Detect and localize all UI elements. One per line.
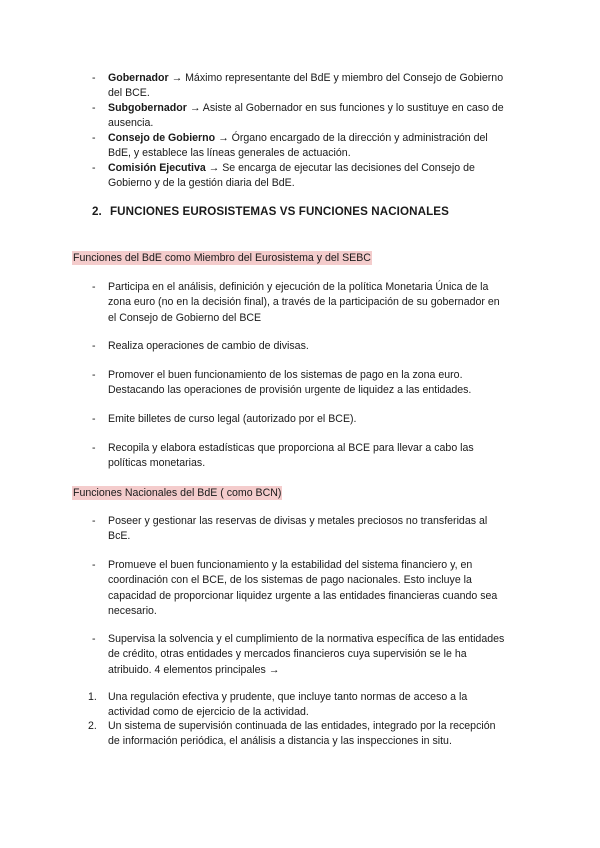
item-line: zona euro (no en la decisión final), a través de la participación de su gobernador en bbox=[108, 296, 500, 309]
item-line: capacidad de proporcionar liquidez urgente a las entidades financieras cuando sea bbox=[108, 589, 498, 602]
item-line: Recopila y elabora estadísticas que proporciona al BCE para llevar a cabo las bbox=[108, 442, 474, 454]
bullet-mark: - bbox=[92, 340, 96, 352]
item-line: Promueve el buen funcionamiento y la estabilidad del sistema financiero y, en bbox=[108, 559, 473, 571]
bullet-mark: - bbox=[92, 633, 96, 645]
item-line: políticas monetarias. bbox=[108, 457, 206, 470]
description: → Asiste al Gobernador en sus funciones y lo sustituye en caso de bbox=[186, 102, 504, 114]
bullet-mark: - bbox=[92, 515, 96, 527]
item-line: atribuido. 4 elementos principales → bbox=[108, 663, 280, 676]
item-line: BcE. bbox=[108, 530, 131, 543]
section-heading bbox=[92, 205, 449, 218]
item-line: de crédito, otras entidades y mercados financieros cuya supervisión se le ha bbox=[108, 648, 467, 661]
description-cont: BdE, y establece las líneas generales de actuación. bbox=[108, 147, 351, 160]
subsection-title-national: Funciones Nacionales del BdE ( como BCN) bbox=[73, 487, 282, 499]
bullet-mark: - bbox=[92, 413, 96, 425]
term: Consejo de Gobierno bbox=[108, 132, 216, 144]
item-number: 1. bbox=[88, 691, 97, 703]
bullet-mark: - bbox=[92, 369, 96, 381]
bullet-mark: - bbox=[92, 559, 96, 571]
item-line: Emite billetes de curso legal (autorizado por el BCE). bbox=[108, 413, 357, 425]
subsection-title-euro: Funciones del BdE como Miembro del Eurosistema y del SEBC bbox=[73, 252, 371, 264]
description: → Máximo representante del BdE y miembro del Consejo de Gobierno bbox=[168, 72, 504, 84]
term: Subgobernador bbox=[108, 102, 187, 114]
description: → Se encarga de ejecutar las decisiones del Consejo de bbox=[205, 162, 475, 174]
bullet-mark: - bbox=[92, 132, 96, 144]
description-cont: ausencia. bbox=[108, 117, 154, 130]
item-line: Una regulación efectiva y prudente, que incluye tanto normas de acceso a la bbox=[108, 691, 468, 703]
item-line: Supervisa la solvencia y el cumplimiento de la normativa específica de las entidades bbox=[108, 633, 505, 645]
item-line: coordinación con el BCE, de los sistemas de pago nacionales. Esto incluye la bbox=[108, 574, 472, 587]
term: Comisión Ejecutiva bbox=[108, 162, 206, 174]
section-title: FUNCIONES EUROSISTEMAS VS FUNCIONES NACIONALES bbox=[110, 205, 449, 218]
bullet-mark: - bbox=[92, 162, 96, 174]
description-cont: del BCE. bbox=[108, 87, 150, 100]
item-line: Realiza operaciones de cambio de divisas. bbox=[108, 340, 309, 352]
item-number: 2. bbox=[88, 720, 97, 732]
bullet-mark: - bbox=[92, 442, 96, 454]
bullet-mark: - bbox=[92, 102, 96, 114]
item-line: Participa en el análisis, definición y ejecución de la política Monetaria Única de la bbox=[108, 281, 489, 293]
item-line: Poseer y gestionar las reservas de divisas y metales preciosos no transferidas al bbox=[108, 515, 488, 527]
item-line: Promover el buen funcionamiento de los sistemas de pago en la zona euro. bbox=[108, 369, 463, 381]
section-number: 2. bbox=[92, 205, 102, 218]
item-line: el Consejo de Gobierno del BCE bbox=[108, 311, 262, 324]
item-line: Destacando las operaciones de provisión urgente de liquidez a las entidades. bbox=[108, 384, 472, 397]
item-line: de información periódica, el análisis a distancia y las inspecciones in situ. bbox=[108, 735, 452, 748]
term: Gobernador bbox=[108, 72, 169, 84]
bullet-mark: - bbox=[92, 72, 96, 84]
item-line: Un sistema de supervisión continuada de las entidades, integrado por la recepción bbox=[108, 720, 496, 732]
item-line: actividad como de ejercicio de la actividad. bbox=[108, 706, 309, 719]
bullet-mark: - bbox=[92, 281, 96, 293]
description-cont: Gobierno y de la gestión diaria del BdE. bbox=[108, 177, 295, 190]
item-line: necesario. bbox=[108, 605, 157, 618]
description: → Órgano encargado de la dirección y administración del bbox=[215, 132, 488, 144]
